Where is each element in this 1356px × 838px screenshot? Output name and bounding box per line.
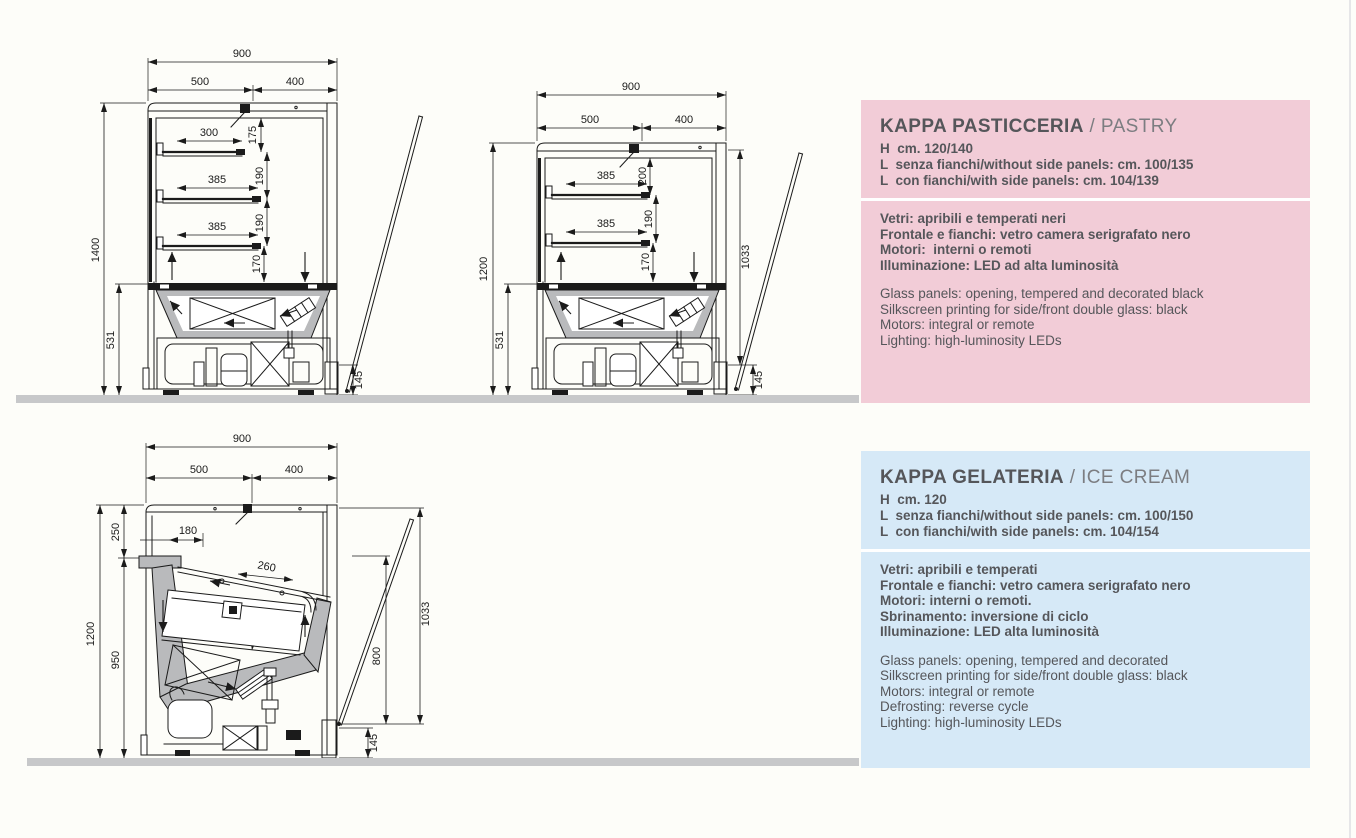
dim-plinth-height: 145 (753, 370, 765, 390)
feature-line: Glass panels: opening, tempered and decorated (880, 652, 1169, 668)
feature-line: Motori: interni o remoti (880, 242, 1032, 257)
dim-space-top: 175 (247, 125, 259, 145)
feature-line: Sbrinamento: inversione di ciclo (880, 608, 1089, 624)
feature-line: Motori: interni o remoti. (880, 593, 1032, 608)
dim-pan-width: 260 (256, 559, 277, 575)
feature-line: Frontale e fianchi: vetro camera serigrafato nero (880, 226, 1191, 242)
spec-length-with-panels: L con fianchi/with side panels: cm. 104/154 (880, 524, 1159, 539)
dim-front-depth: 180 (178, 525, 198, 537)
floor-line-top (16, 395, 859, 403)
dim-plinth-height: 145 (353, 370, 365, 390)
dim-base-height: 531 (105, 330, 117, 350)
open-glass-door (734, 153, 803, 391)
dim-shelf-mid: 385 (207, 174, 227, 186)
dim-back-width: 400 (285, 76, 305, 88)
open-glass-door (337, 519, 414, 726)
feature-line: Lighting: high-luminosity LEDs (880, 332, 1062, 348)
cabinet-outline (143, 103, 337, 395)
dim-total-height: 1200 (478, 256, 490, 282)
shelves (157, 143, 261, 250)
airflow-arrows (172, 252, 305, 282)
dim-back-width: 400 (284, 464, 304, 476)
base-unit (537, 283, 727, 395)
panel-title-gelato (880, 467, 1290, 488)
dim-shelf-top: 385 (596, 170, 616, 182)
dim-space-well: 170 (251, 254, 263, 274)
dim-total-width: 900 (621, 81, 641, 93)
shelves (546, 186, 650, 247)
dim-well-depth: 800 (371, 646, 383, 666)
spec-height: H cm. 120/140 (880, 141, 974, 156)
info-panel-gelato (861, 451, 1310, 768)
feature-line: Defrosting: reverse cycle (880, 699, 1029, 714)
dimension-lines (104, 62, 353, 395)
dim-space-top: 200 (637, 166, 649, 186)
dim-base-height: 531 (494, 330, 506, 350)
feature-line: Motors: integral or remote (880, 683, 1035, 699)
feature-line: Vetri: apribili e temperati (880, 562, 1038, 577)
spec-length-without-panels: L senza fianchi/without side panels: cm. 100/150 (880, 508, 1194, 523)
dim-front-width: 500 (190, 76, 210, 88)
feature-line: Silkscreen printing for side/front double glass: black (880, 668, 1188, 683)
dim-total-width: 900 (232, 48, 252, 60)
dim-glass-length: 1033 (420, 601, 432, 627)
feature-line: Illuminazione: LED ad alta luminosità (880, 257, 1119, 273)
dim-total-height: 1400 (90, 237, 102, 263)
dim-plinth-height: 145 (368, 733, 380, 753)
panel-title-italian: KAPPA GELATERIA (880, 467, 1065, 488)
feature-line: Frontale e fianchi: vetro camera serigrafato nero (880, 577, 1191, 593)
open-glass-door (345, 116, 423, 393)
floor-line-bottom (27, 758, 859, 766)
airflow-arrows (561, 252, 694, 282)
spec-length-with-panels: L con fianchi/with side panels: cm. 104/139 (880, 173, 1159, 188)
dim-total-width: 900 (232, 433, 252, 445)
dim-space-bottom: 190 (254, 213, 266, 233)
features-english (880, 286, 1290, 348)
technical-drawing-pastry-h120 (478, 81, 803, 395)
dim-back-width: 400 (674, 114, 694, 126)
dim-front-width: 500 (189, 464, 209, 476)
panel-title-italian: KAPPA PASTICCERIA (880, 116, 1084, 137)
dim-lower-height: 950 (110, 650, 122, 670)
ice-cream-well (139, 556, 331, 712)
spec-list (880, 492, 1290, 540)
features-italian (880, 211, 1290, 273)
info-panel-pastry (861, 100, 1310, 403)
spec-height: H cm. 120 (880, 492, 947, 507)
panel-title-english: / PASTRY (1089, 116, 1178, 137)
panel-divider (861, 549, 1310, 552)
feature-line: Lighting: high-luminosity LEDs (880, 714, 1062, 730)
panel-title-english: / ICE CREAM (1069, 467, 1191, 488)
dim-space-well: 170 (640, 252, 652, 272)
features-italian (880, 562, 1290, 640)
page-edge-line (1349, 0, 1351, 838)
spec-list (880, 141, 1290, 189)
feature-line: Silkscreen printing for side/front double glass: black (880, 301, 1188, 317)
dim-space-mid: 190 (643, 209, 655, 229)
dimension-lines (493, 95, 753, 395)
panel-title-pastry (880, 116, 1290, 137)
features-english (880, 653, 1290, 731)
feature-line: Illuminazione: LED alta luminosità (880, 624, 1100, 639)
feature-line: Vetri: apribili e temperati neri (880, 211, 1067, 226)
dim-glass-length: 1033 (740, 244, 752, 270)
dim-top-section: 250 (110, 522, 122, 542)
feature-line: Motors: integral or remote (880, 317, 1035, 332)
technical-drawing-pastry-h140 (90, 48, 423, 395)
dim-front-width: 500 (580, 114, 600, 126)
spec-length-without-panels: L senza fianchi/without side panels: cm. 100/135 (880, 157, 1194, 172)
dim-shelf-top: 300 (199, 127, 219, 139)
dim-total-height: 1200 (85, 621, 97, 647)
dim-shelf-bottom: 385 (207, 221, 227, 233)
dim-shelf-bottom: 385 (596, 218, 616, 230)
feature-line: Glass panels: opening, tempered and decorated black (880, 286, 1204, 301)
panel-divider (861, 198, 1310, 201)
base-unit (148, 283, 338, 395)
technical-drawing-gelato-h120 (85, 433, 432, 758)
dim-space-mid: 190 (254, 166, 266, 186)
